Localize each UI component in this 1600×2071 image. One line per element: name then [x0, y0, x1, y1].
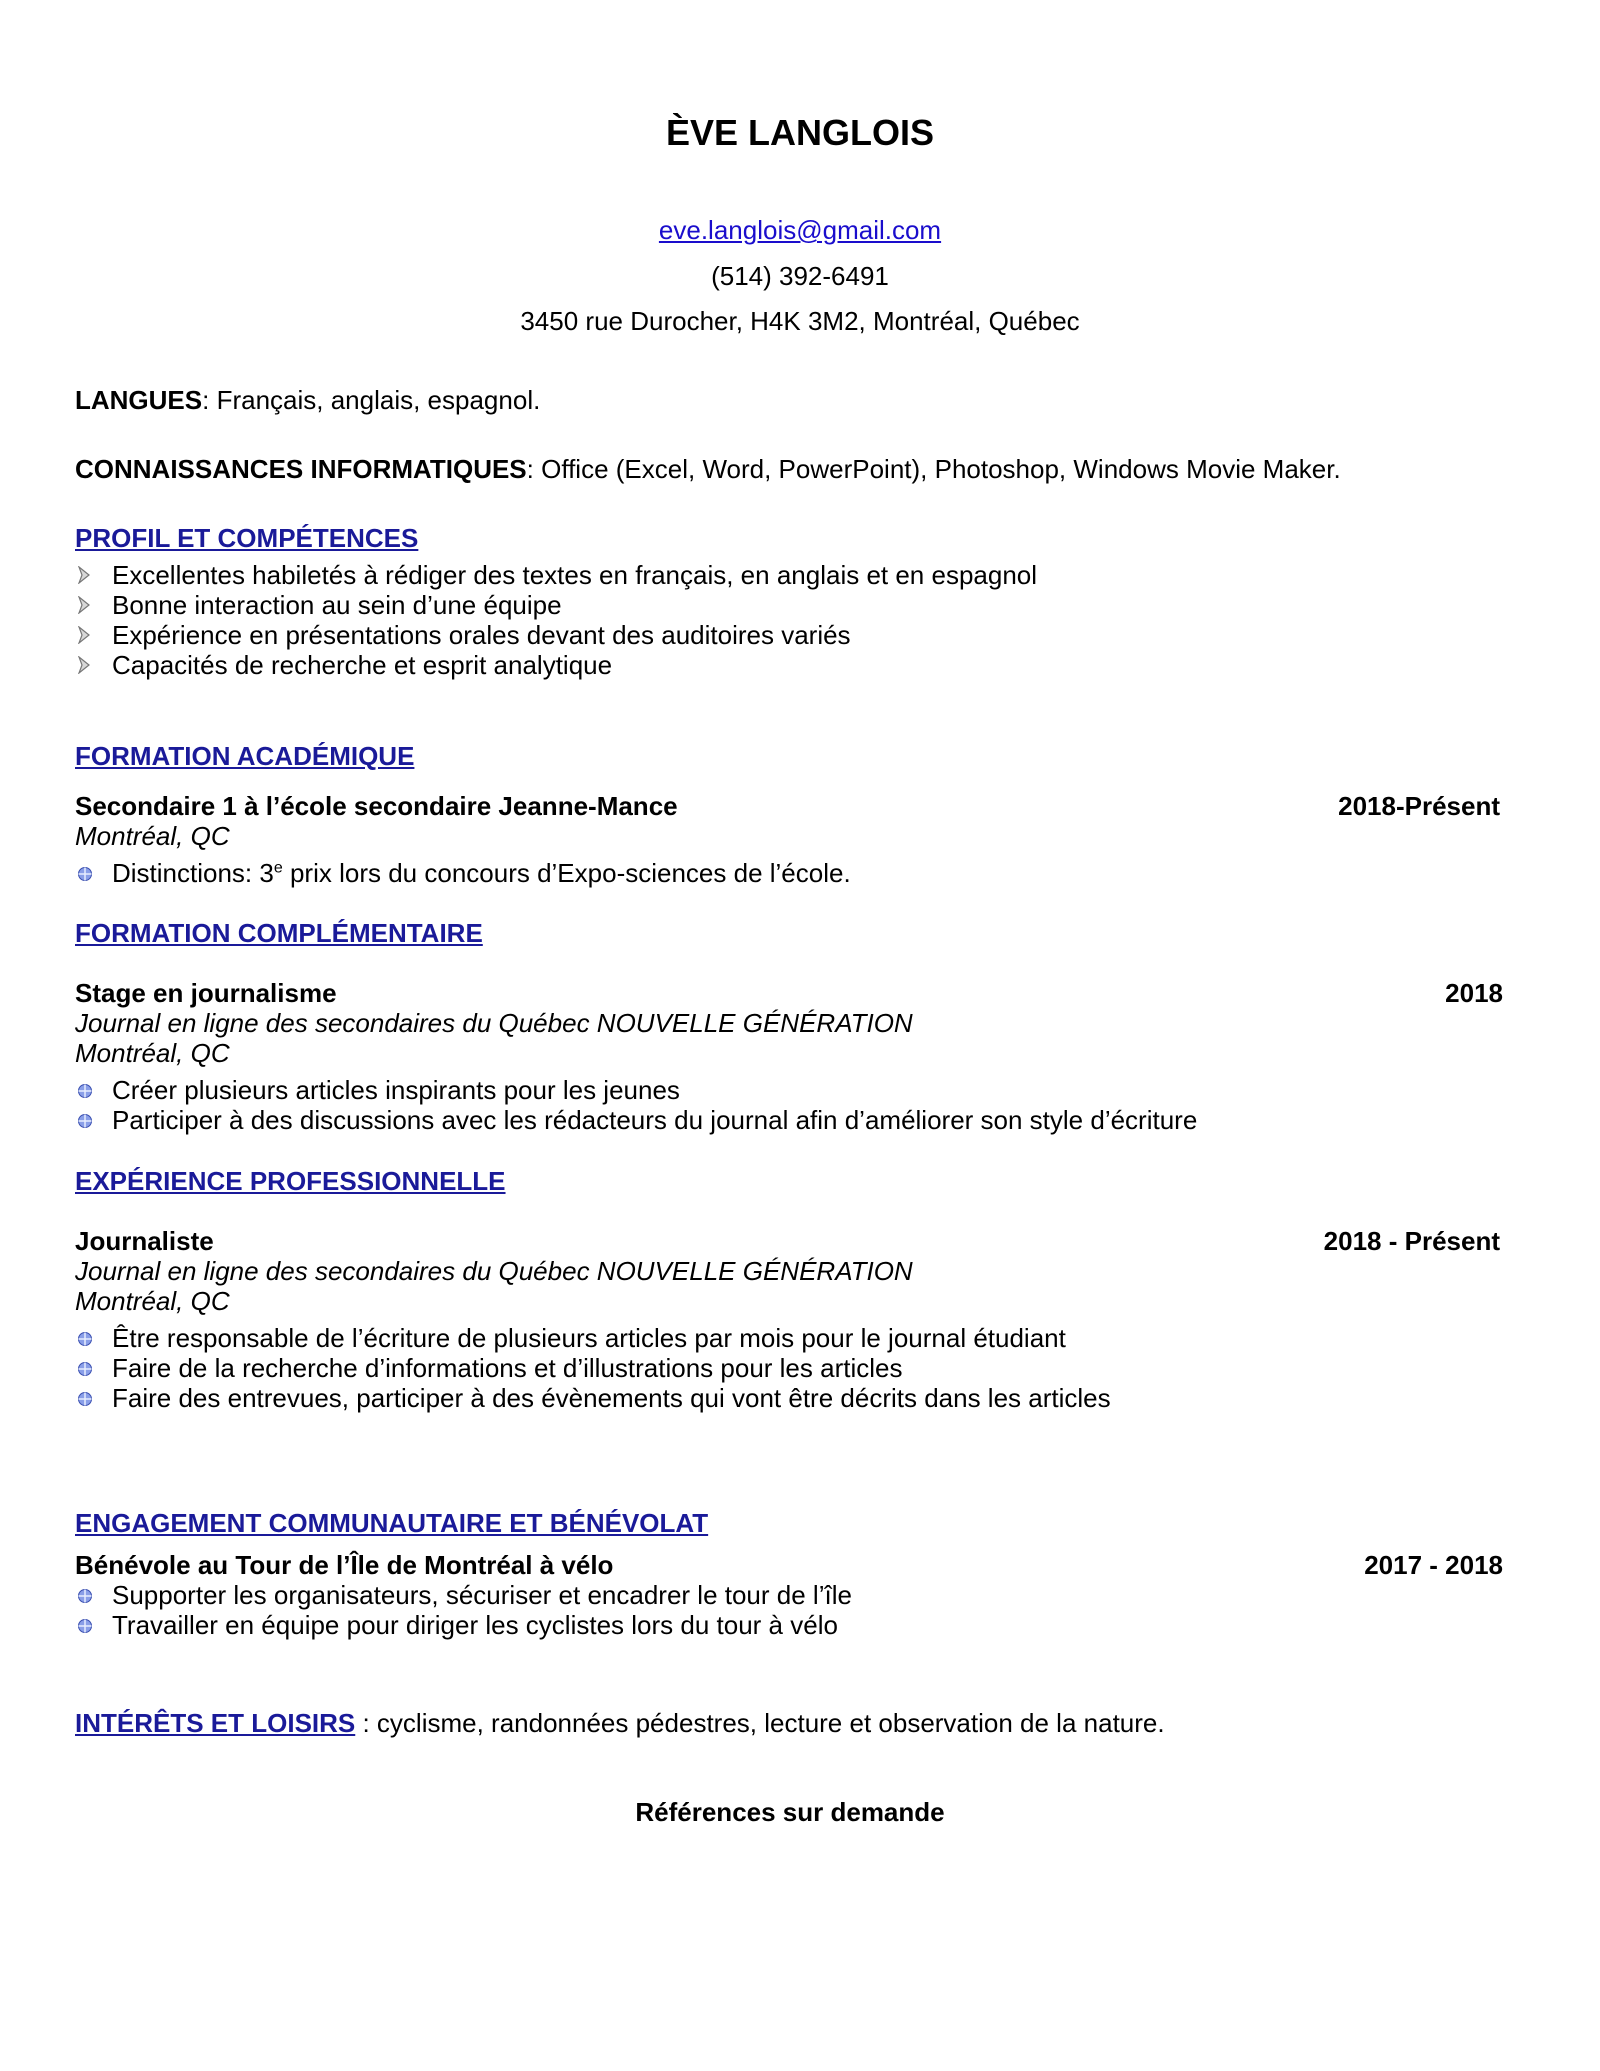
formation-date: 2018-Présent	[1338, 791, 1500, 821]
bullet-dot-icon	[77, 1618, 93, 1634]
list-item-text: Faire des entrevues, participer à des évènements qui vont être décrits dans les articles	[112, 1383, 1111, 1413]
formation-title: Secondaire 1 à l’école secondaire Jeanne-Mance	[75, 791, 678, 821]
list-item-text: Bonne interaction au sein d’une équipe	[112, 590, 562, 620]
engagement-heading: ENGAGEMENT COMMUNAUTAIRE ET BÉNÉVOLAT	[75, 1508, 709, 1538]
list-item-text: Excellentes habiletés à rédiger des textes en français, en anglais et en espagnol	[112, 560, 1038, 590]
bullet-dot-icon	[77, 1588, 93, 1604]
list-item-text: Créer plusieurs articles inspirants pour les jeunes	[112, 1075, 680, 1105]
bullet-dot-icon	[77, 1083, 93, 1099]
list-item-text: Être responsable de l’écriture de plusieurs articles par mois pour le journal étudiant	[112, 1323, 1066, 1353]
list-item-text: Participer à des discussions avec les rédacteurs du journal afin d’améliorer son style d’écriture	[112, 1105, 1198, 1135]
bullet-dot-icon	[77, 1331, 93, 1347]
experience-org: Journal en ligne des secondaires du Québec NOUVELLE GÉNÉRATION	[75, 1256, 913, 1286]
arrow-bullet-icon	[78, 596, 90, 614]
formation-location: Montréal, QC	[75, 821, 230, 851]
formation-heading: FORMATION ACADÉMIQUE	[75, 741, 415, 771]
complementaire-title: Stage en journalisme	[75, 978, 337, 1008]
resume-name: ÈVE LANGLOIS	[665, 112, 935, 153]
list-item-text: Expérience en présentations orales devant des auditoires variés	[112, 620, 851, 650]
address: 3450 rue Durocher, H4K 3M2, Montréal, Québec	[520, 306, 1080, 336]
bullet-dot-icon	[77, 1361, 93, 1377]
experience-date: 2018 - Présent	[1323, 1226, 1500, 1256]
interets-heading: INTÉRÊTS ET LOISIRS	[75, 1708, 356, 1738]
experience-heading: EXPÉRIENCE PROFESSIONNELLE	[75, 1166, 506, 1196]
arrow-bullet-icon	[78, 656, 90, 674]
list-item-text: Faire de la recherche d’informations et d’illustrations pour les articles	[112, 1353, 903, 1383]
references: Références sur demande	[635, 1797, 945, 1827]
bullet-dot-icon	[77, 1391, 93, 1407]
distinction-text	[112, 858, 851, 888]
interets-line	[75, 1708, 1165, 1738]
experience-location: Montréal, QC	[75, 1286, 230, 1316]
complementaire-date: 2018	[1445, 978, 1503, 1008]
langues-label: LANGUES	[75, 385, 203, 415]
phone: (514) 392-6491	[711, 261, 889, 291]
informatique-line	[75, 454, 1341, 484]
complementaire-org: Journal en ligne des secondaires du Québec NOUVELLE GÉNÉRATION	[75, 1008, 913, 1038]
langues-line	[75, 385, 540, 415]
profil-heading: PROFIL ET COMPÉTENCES	[75, 523, 419, 553]
distinction-post: prix lors du concours d’Expo-sciences de l’école.	[282, 858, 851, 888]
engagement-date: 2017 - 2018	[1364, 1550, 1503, 1580]
langues-value: : Français, anglais, espagnol.	[202, 385, 541, 415]
experience-title: Journaliste	[75, 1226, 214, 1256]
distinction-sup: e	[273, 859, 283, 877]
interets-value: : cyclisme, randonnées pédestres, lecture et observation de la nature.	[355, 1708, 1165, 1738]
bullet-dot-icon	[77, 866, 93, 882]
arrow-bullet-icon	[78, 626, 90, 644]
informatique-value: : Office (Excel, Word, PowerPoint), Photoshop, Windows Movie Maker.	[526, 454, 1341, 484]
complementaire-heading: FORMATION COMPLÉMENTAIRE	[75, 918, 483, 948]
email-link[interactable]: eve.langlois@gmail.com	[658, 215, 942, 245]
list-item-text: Travailler en équipe pour diriger les cyclistes lors du tour à vélo	[112, 1610, 838, 1640]
bullet-dot-icon	[77, 1113, 93, 1129]
informatique-label: CONNAISSANCES INFORMATIQUES	[75, 454, 527, 484]
email-wrap	[0, 215, 1600, 245]
distinction-pre: Distinctions: 3	[112, 858, 274, 888]
list-item-text: Supporter les organisateurs, sécuriser et encadrer le tour de l’île	[112, 1580, 852, 1610]
engagement-title: Bénévole au Tour de l’Île de Montréal à vélo	[75, 1550, 614, 1580]
list-item-text: Capacités de recherche et esprit analytique	[112, 650, 613, 680]
complementaire-location: Montréal, QC	[75, 1038, 230, 1068]
arrow-bullet-icon	[78, 566, 90, 584]
